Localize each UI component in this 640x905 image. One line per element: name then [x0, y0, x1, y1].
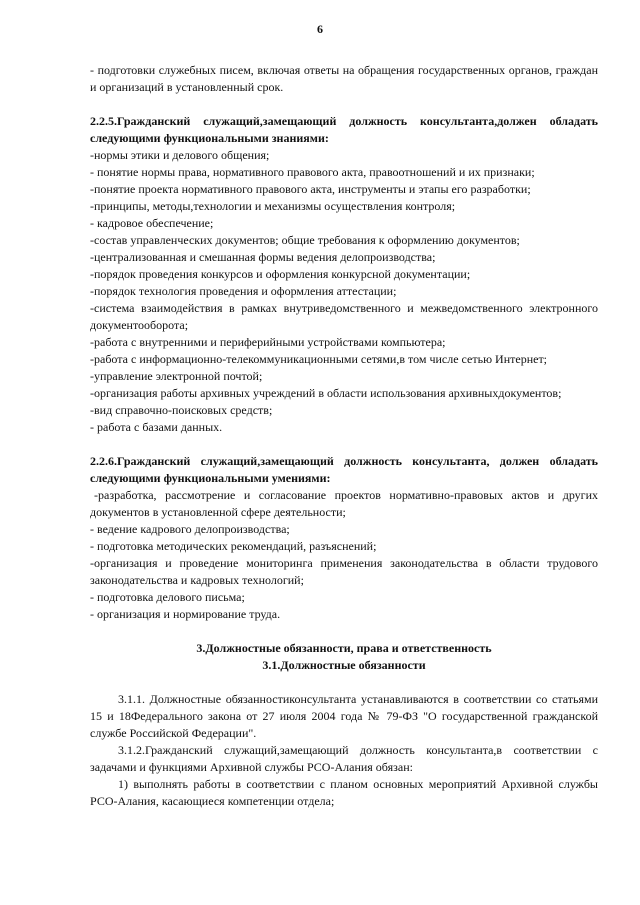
list-item: - ведение кадрового делопроизводства; [90, 522, 290, 536]
document-body [90, 62, 598, 810]
list-item: -порядок технология проведения и оформления аттестации; [90, 284, 397, 298]
section-225-heading: 2.2.5.Гражданский служащий,замещающий должность консультанта,должен обладать следующими функциональными знаниями: [90, 114, 598, 145]
list-item: -порядок проведения конкурсов и оформления конкурсной документации; [90, 267, 471, 281]
paragraph-311: 3.1.1. Должностные обязанностиконсультанта устанавливаются в соответствии со статьями 15 и 18Федерального закона от 27 июля 2004 года № 79-ФЗ "О государственной гражданской службе Российской Федерации". [90, 692, 598, 740]
list-item: -разработка, рассмотрение и согласование проектов нормативно-правовых актов и других документов в установленной сфере деятельности; [90, 488, 598, 519]
list-item: -работа с информационно-телекоммуникационными сетями,в том числе сетью Интернет; [90, 352, 548, 366]
list-item: -принципы, методы,технологии и механизмы осуществления контроля; [90, 199, 456, 213]
list-item: - организация и нормирование труда. [90, 607, 281, 621]
list-item: - подготовка делового письма; [90, 590, 245, 604]
paragraph-312-item-1: 1) выполнять работы в соответствии с планом основных мероприятий Архивной службы РСО-Алания, касающиеся компетенции отдела; [90, 777, 598, 808]
section-225-list [90, 147, 598, 436]
section-31-subtitle: 3.1.Должностные обязанности [262, 658, 426, 672]
intro-paragraph: - подготовки служебных писем, включая ответы на обращения государственных органов, граждан и организаций в установленный срок. [90, 63, 598, 94]
list-item: -организация и проведение мониторинга применения законодательства в области трудового законодательства и кадровых технологий; [90, 556, 598, 587]
list-item: -понятие проекта нормативного правового акта, инструменты и этапы его разработки; [90, 182, 531, 196]
section-3-title: 3.Должностные обязанности, права и ответственность [196, 641, 492, 655]
list-item: - подготовка методических рекомендаций, разъяснений; [90, 539, 377, 553]
paragraph-312: 3.1.2.Гражданский служащий,замещающий должность консультанта,в соответствии с задачами и функциями Архивной службы РСО-Алания обязан: [90, 743, 598, 774]
list-item: - кадровое обеспечение; [90, 216, 214, 230]
list-item: -централизованная и смешанная формы ведения делопроизводства; [90, 250, 436, 264]
list-item: -организация работы архивных учреждений в области использования архивныхдокументов; [90, 386, 562, 400]
list-item: -система взаимодействия в рамках внутриведомственного и межведомственного электронного документооборота; [90, 301, 598, 332]
page-number: 6 [317, 22, 323, 36]
section-226-list [90, 487, 598, 623]
list-item: -управление электронной почтой; [90, 369, 263, 383]
section-226-heading: 2.2.6.Гражданский служащий,замещающий должность консультанта, должен обладать следующими функциональными умениями: [90, 454, 598, 485]
list-item: - работа с базами данных. [90, 420, 223, 434]
list-item: -работа с внутренними и периферийными устройствами компьютера; [90, 335, 446, 349]
list-item: -состав управленческих документов; общие требования к оформлению документов; [90, 233, 520, 247]
list-item: -нормы этики и делового общения; [90, 148, 270, 162]
list-item: -вид справочно-поисковых средств; [90, 403, 273, 417]
list-item: - понятие нормы права, нормативного правового акта, правоотношений и их признаки; [90, 165, 535, 179]
